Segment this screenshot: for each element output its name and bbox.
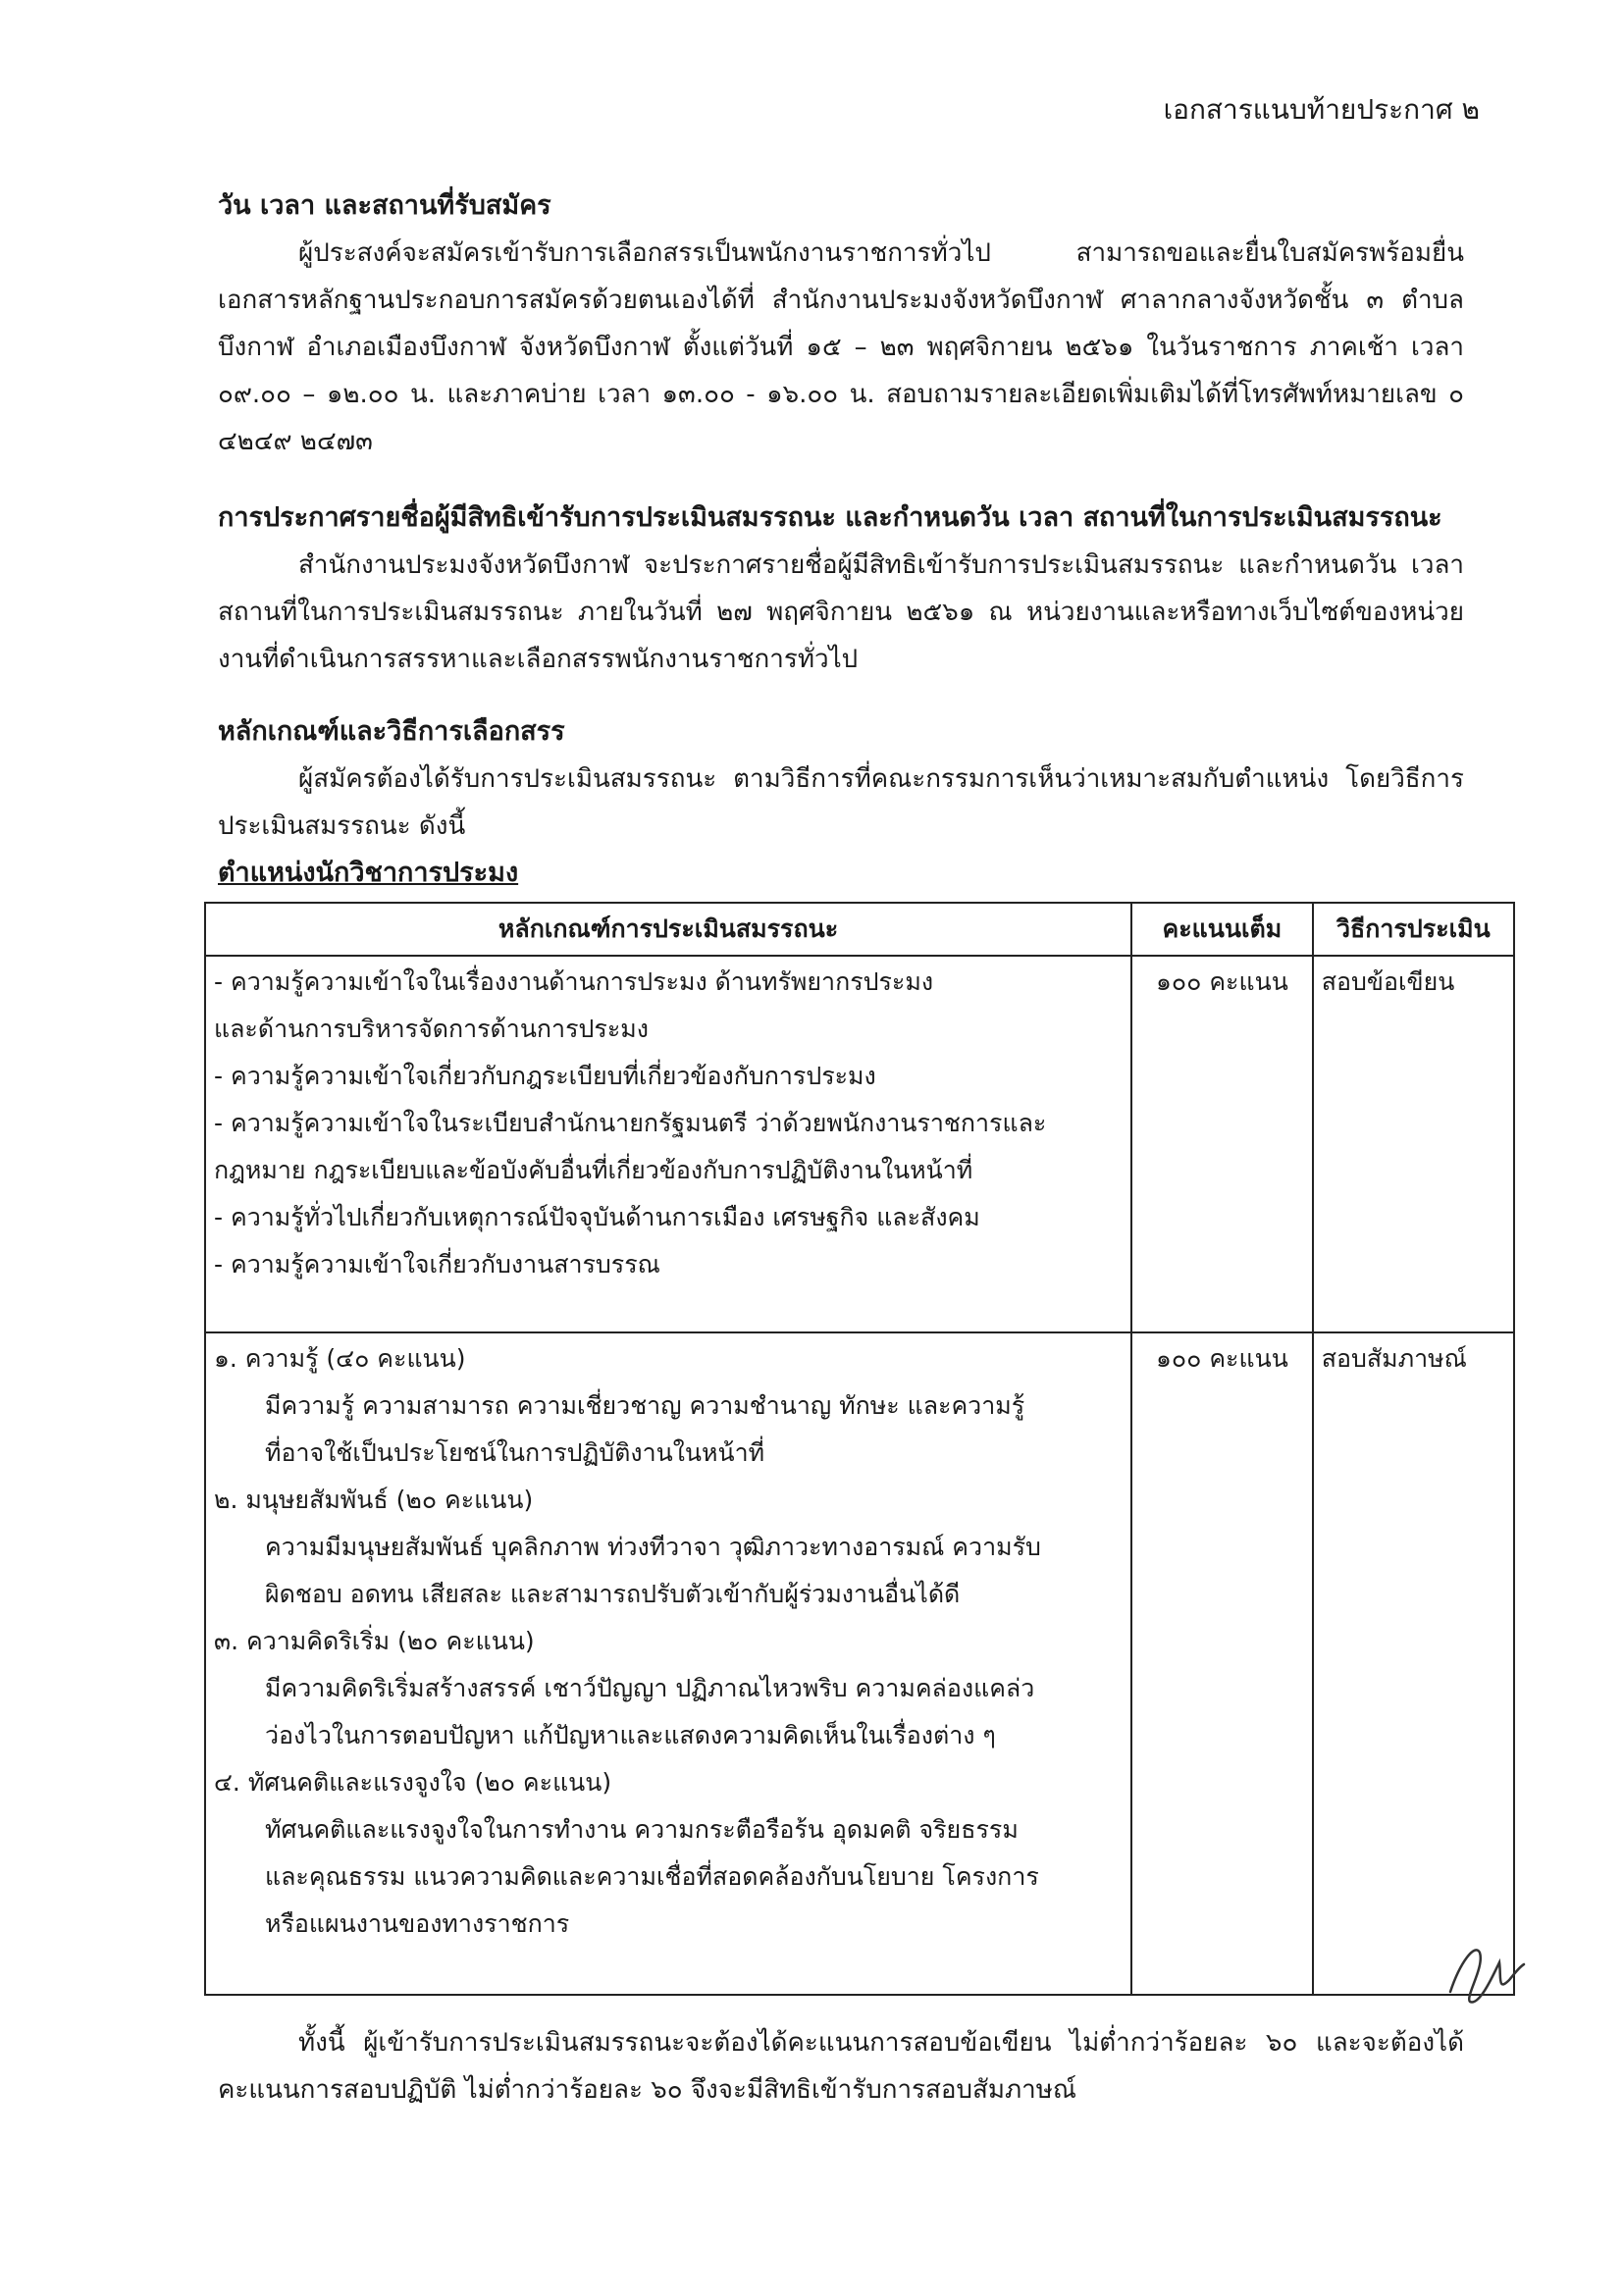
criteria-line: - ความรู้ความเข้าใจในเรื่องงานด้านการประมง ด้านทรัพยากรประมง — [214, 967, 934, 996]
section-announcement — [218, 495, 1464, 683]
criteria-item-desc: มีความคิดริเริ่มสร้างสรรค์ เชาว์ปัญญา ปฏิภาณไหวพริบ ความคล่องแคล่ว — [265, 1674, 1035, 1702]
header-criteria: หลักเกณฑ์การประเมินสมรรถนะ — [205, 903, 1131, 956]
criteria-item-desc: ทัศนคติและแรงจูงใจในการทำงาน ความกระตือรือร้น อุดมคติ จริยธรรม — [265, 1815, 1019, 1844]
written-exam-score: ๑๐๐ คะแนน — [1131, 956, 1313, 1332]
section-body-criteria: ผู้สมัครต้องได้รับการประเมินสมรรถนะ ตามวิธีการที่คณะกรรมการเห็นว่าเหมาะสมกับตำแหน่ง โดยวิธีการประเมินสมรรถนะ ดังนี้ — [218, 764, 1464, 841]
section-body-announcement: สำนักงานประมงจังหวัดบึงกาฬ จะประกาศรายชื่อผู้มีสิทธิเข้ารับการประเมินสมรรถนะ และกำหนดวัน เวลา สถานที่ในการประเมินสมรรถนะ ภายในวันที่ ๒๗ พฤศจิกายน ๒๕๖๑ ณ หน่วยงานและหรือทางเว็บไซต์ของหน่วยงานที่ดำเนินการสรรหาและเลือกสรรพนักงานราชการทั่วไป — [218, 550, 1464, 674]
criteria-item-title: ๒. มนุษยสัมพันธ์ (๒๐ คะแนน) — [214, 1486, 534, 1514]
criteria-line: - ความรู้ทั่วไปเกี่ยวกับเหตุการณ์ปัจจุบันด้านการเมือง เศรษฐกิจ และสังคม — [214, 1203, 980, 1231]
header-method: วิธีการประเมิน — [1313, 903, 1514, 956]
criteria-item-title: ๔. ทัศนคติและแรงจูงใจ (๒๐ คะแนน) — [214, 1768, 612, 1797]
criteria-line: - ความรู้ความเข้าใจเกี่ยวกับงานสารบรรณ — [214, 1250, 660, 1278]
section-title-criteria: หลักเกณฑ์และวิธีการเลือกสรร — [218, 716, 565, 747]
written-exam-criteria — [205, 956, 1131, 1332]
section-title-application: วัน เวลา และสถานที่รับสมัคร — [218, 190, 551, 221]
document-reference: เอกสารแนบท้ายประกาศ ๒ — [1163, 93, 1480, 126]
criteria-item-desc: ผิดชอบ อดทน เสียสละ และสามารถปรับตัวเข้ากับผู้ร่วมงานอื่นได้ดี — [265, 1580, 961, 1608]
interview-method: สอบสัมภาษณ์ — [1313, 1332, 1514, 1995]
criteria-item-title: ๓. ความคิดริเริ่ม (๒๐ คะแนน) — [214, 1627, 535, 1655]
footer-note — [218, 2019, 1464, 2113]
criteria-item-desc: ว่องไวในการตอบปัญหา แก้ปัญหาและแสดงความคิดเห็นในเรื่องต่าง ๆ — [265, 1721, 996, 1749]
criteria-item-title: ๑. ความรู้ (๔๐ คะแนน) — [214, 1344, 466, 1373]
criteria-line: - ความรู้ความเข้าใจในระเบียบสำนักนายกรัฐมนตรี ว่าด้วยพนักงานราชการและ — [214, 1109, 1047, 1137]
written-exam-method: สอบข้อเขียน — [1313, 956, 1514, 1332]
header-full-score: คะแนนเต็ม — [1131, 903, 1313, 956]
criteria-item-desc: ความมีมนุษยสัมพันธ์ บุคลิกภาพ ท่วงทีวาจา วุฒิภาวะทางอารมณ์ ความรับ — [265, 1533, 1041, 1561]
criteria-line: - ความรู้ความเข้าใจเกี่ยวกับกฎระเบียบที่เกี่ยวข้องกับการประมง — [214, 1062, 876, 1090]
criteria-line: กฎหมาย กฎระเบียบและข้อบังคับอื่นที่เกี่ยวข้องกับการปฏิบัติงานในหน้าที่ — [214, 1156, 973, 1184]
table-row — [205, 1332, 1514, 1995]
criteria-table — [204, 902, 1515, 1996]
table-row — [205, 956, 1514, 1332]
section-body-application: ผู้ประสงค์จะสมัครเข้ารับการเลือกสรรเป็นพนักงานราชการทั่วไป สามารถขอและยื่นใบสมัครพร้อมยื่นเอกสารหลักฐานประกอบการสมัครด้วยตนเองได้ที่ สำนักงานประมงจังหวัดบึงกาฬ ศาลากลางจังหวัดชั้น ๓ ตำบลบึงกาฬ อำเภอเมืองบึงกาฬ จังหวัดบึงกาฬ ตั้งแต่วันที่ ๑๕ – ๒๓ พฤศจิกายน ๒๕๖๑ ในวันราชการ ภาคเช้า เวลา ๐๙.๐๐ – ๑๒.๐๐ น. และภาคบ่าย เวลา ๑๓.๐๐ - ๑๖.๐๐ น. สอบถามรายละเอียดเพิ่มเติมได้ที่โทรศัพท์หมายเลข ๐ ๔๒๔๙ ๒๔๗๓ — [218, 238, 1464, 456]
position-title: ตำแหน่งนักวิชาการประมง — [218, 858, 519, 888]
table-header-row — [205, 903, 1514, 956]
handwritten-initial-signature — [1440, 1923, 1529, 2011]
section-application-schedule — [218, 183, 1464, 465]
criteria-item-desc: หรือแผนงานของทางราชการ — [265, 1909, 570, 1938]
footer-body: ทั้งนี้ ผู้เข้ารับการประเมินสมรรถนะจะต้องได้คะแนนการสอบข้อเขียน ไม่ต่ำกว่าร้อยละ ๖๐ และจะต้องได้คะแนนการสอบปฏิบัติ ไม่ต่ำกว่าร้อยละ ๖๐ จึงจะมีสิทธิเข้ารับการสอบสัมภาษณ์ — [218, 2028, 1464, 2105]
section-selection-criteria — [218, 708, 1464, 897]
interview-criteria — [205, 1332, 1131, 1995]
criteria-item-desc: และคุณธรรม แนวความคิดและความเชื่อที่สอดคล้องกับนโยบาย โครงการ — [265, 1862, 1039, 1891]
criteria-item-desc: มีความรู้ ความสามารถ ความเชี่ยวชาญ ความชำนาญ ทักษะ และความรู้ — [265, 1391, 1025, 1420]
criteria-line: และด้านการบริหารจัดการด้านการประมง — [214, 1015, 649, 1043]
criteria-item-desc: ที่อาจใช้เป็นประโยชน์ในการปฏิบัติงานในหน้าที่ — [265, 1438, 765, 1467]
section-title-announcement: การประกาศรายชื่อผู้มีสิทธิเข้ารับการประเมินสมรรถนะ และกำหนดวัน เวลา สถานที่ในการประเมินสมรรถนะ — [218, 502, 1442, 533]
interview-score: ๑๐๐ คะแนน — [1131, 1332, 1313, 1995]
